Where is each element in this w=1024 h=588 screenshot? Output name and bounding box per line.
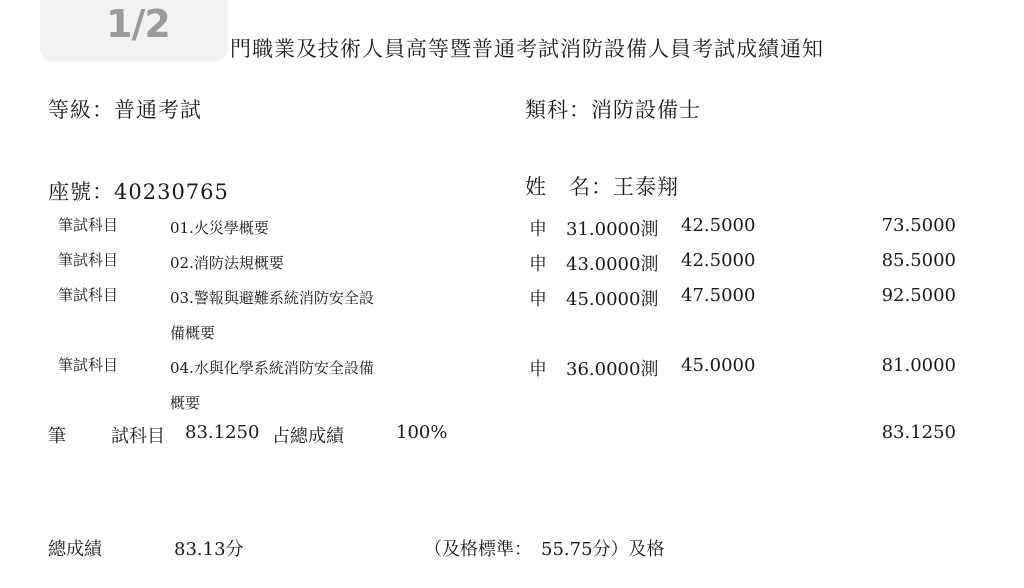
seat-label: 座號：	[48, 180, 114, 204]
subject-score-b: 42.5000	[681, 250, 756, 271]
name-field	[525, 171, 679, 201]
level-label: 等級：	[48, 98, 114, 122]
subject-type: 筆試科目	[58, 251, 119, 269]
subject-total: 73.5000	[881, 215, 956, 236]
subject-total: 85.5000	[881, 250, 956, 271]
subject-mark: 申	[529, 289, 547, 310]
level-value: 普通考試	[114, 98, 202, 122]
written-summary-share: 100%	[396, 422, 448, 443]
written-summary-label-b: 試科目	[111, 426, 165, 447]
subject-name: 04.水與化學系統消防安全設備	[170, 359, 374, 377]
name-value: 王泰翔	[613, 175, 679, 199]
written-summary-avg: 83.1250	[185, 422, 260, 443]
category-field	[525, 94, 701, 124]
subject-score-a: 31.0000測	[566, 219, 659, 240]
subject-name: 03.警報與避難系統消防安全設	[170, 289, 374, 307]
page-indicator	[40, 0, 228, 62]
seat-field	[48, 176, 229, 206]
subject-mark: 申	[529, 254, 547, 275]
subject-name: 02.消防法規概要	[170, 254, 284, 272]
name-label: 姓 名：	[525, 175, 613, 199]
page-indicator-text: 1/2	[106, 2, 170, 46]
subject-type: 筆試科目	[58, 356, 119, 374]
subject-name-cont: 概要	[170, 394, 201, 412]
written-summary-total: 83.1250	[881, 422, 956, 443]
subject-mark: 申	[529, 359, 547, 380]
subject-score-b: 42.5000	[681, 215, 756, 236]
subject-score-a: 45.0000測	[566, 289, 659, 310]
final-score-label: 總成績	[48, 539, 102, 560]
pass-standard: （及格標準： 55.75分）及格	[424, 539, 665, 560]
level-field	[48, 94, 202, 124]
subject-total: 92.5000	[881, 285, 956, 306]
subject-score-b: 47.5000	[681, 285, 756, 306]
page-title: 門職業及技術人員高等暨普通考試消防設備人員考試成績通知	[230, 37, 824, 61]
seat-value: 40230765	[114, 180, 229, 204]
written-summary-label-a: 筆	[48, 426, 66, 447]
subject-total: 81.0000	[881, 355, 956, 376]
category-label: 類科：	[525, 98, 591, 122]
subject-type: 筆試科目	[58, 286, 119, 304]
subject-name: 01.火災學概要	[170, 219, 269, 237]
subject-score-a: 36.0000測	[566, 359, 659, 380]
subject-score-a: 43.0000測	[566, 254, 659, 275]
subject-name-cont: 備概要	[170, 324, 216, 342]
subject-type: 筆試科目	[58, 216, 119, 234]
final-score-value: 83.13分	[174, 539, 244, 560]
written-summary-share-label: 占總成績	[272, 426, 344, 447]
subject-score-b: 45.0000	[681, 355, 756, 376]
category-value: 消防設備士	[591, 98, 701, 122]
subject-mark: 申	[529, 219, 547, 240]
